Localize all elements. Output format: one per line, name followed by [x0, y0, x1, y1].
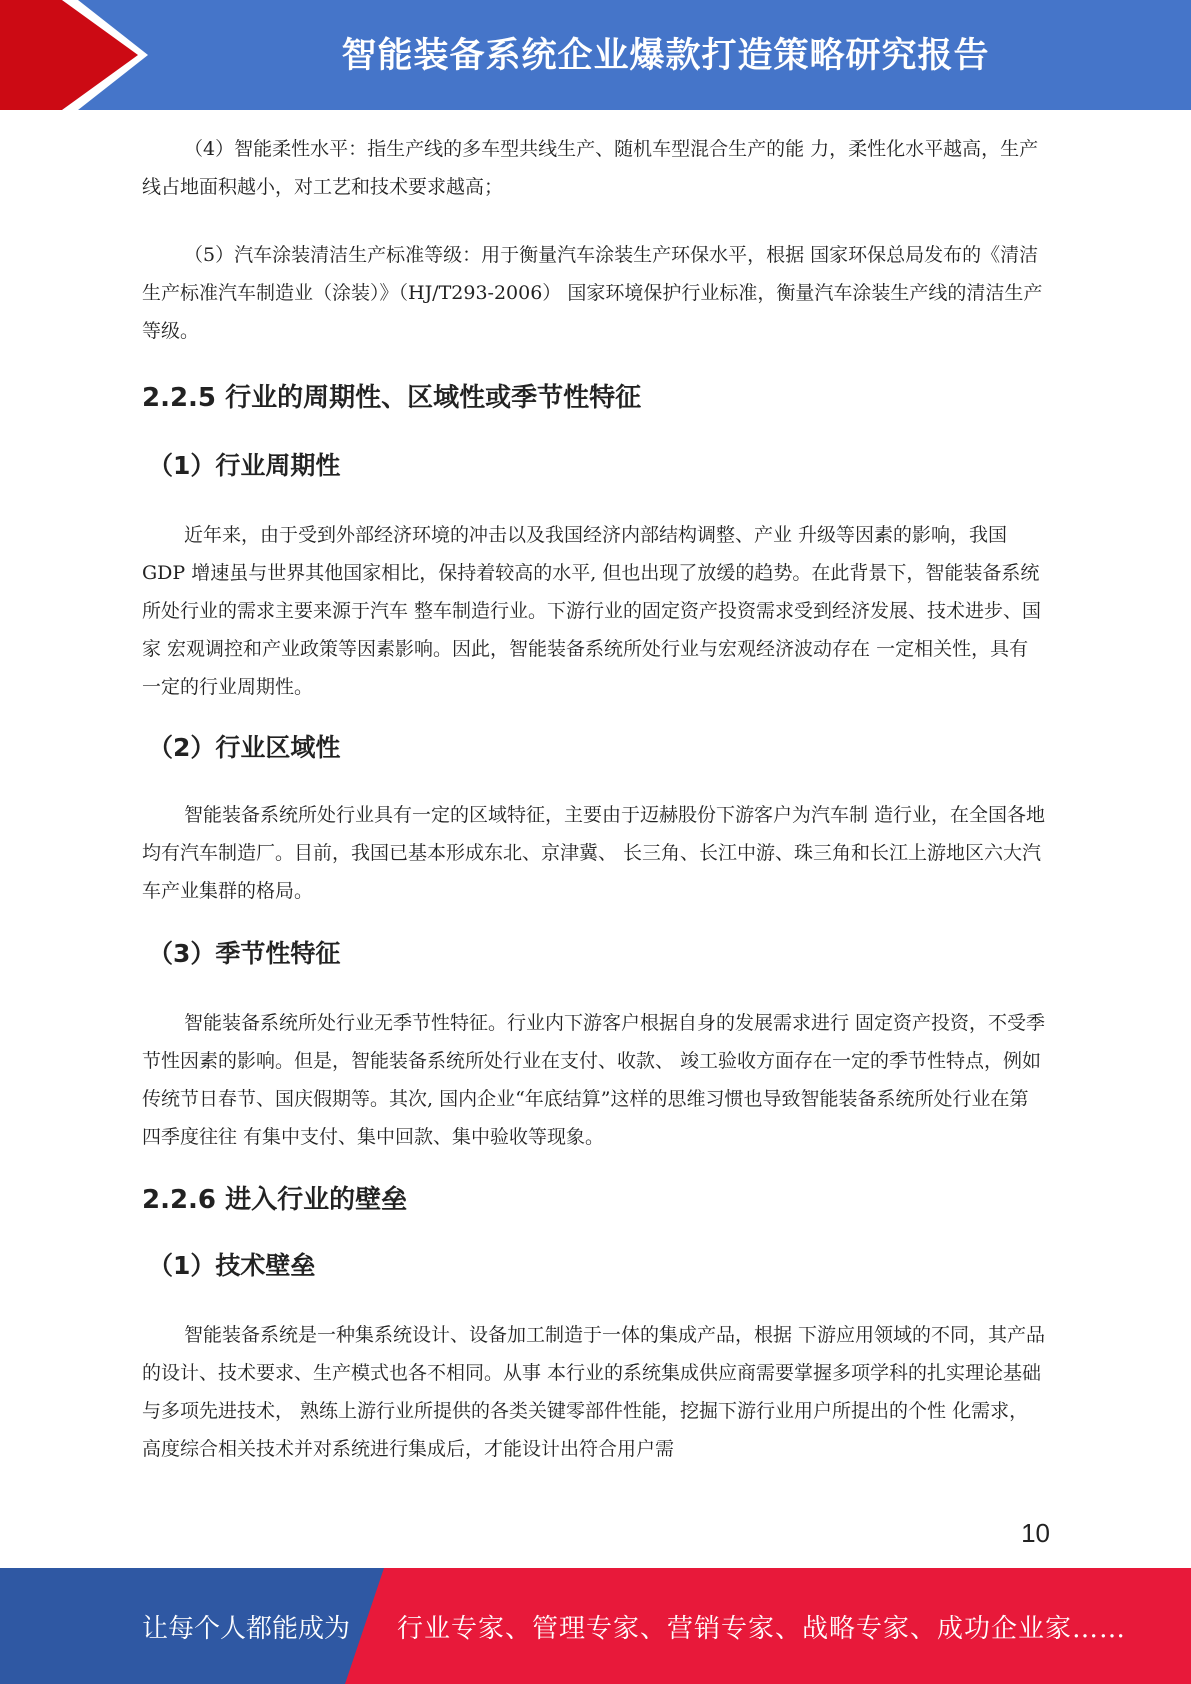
section-heading-2-2-6: 2.2.6 进入行业的壁垒 [142, 1185, 408, 1215]
document-body [142, 128, 1047, 1468]
subheading-seasonality: （3）季节性特征 [148, 939, 341, 968]
footer-slogan-right: 行业专家、管理专家、营销专家、战略专家、成功企业家…… [397, 1614, 1127, 1644]
paragraph-flexibility: （4）智能柔性水平：指生产线的多车型共线生产、随机车型混合生产的能 力，柔性化水平越高，生产线占地面积越小，对工艺和技术要求越高； [142, 138, 1039, 198]
page-header [0, 0, 1191, 110]
subheading-regionality: （2）行业区域性 [148, 733, 341, 762]
paragraph-painting-standard: （5）汽车涂装清洁生产标准等级：用于衡量汽车涂装生产环保水平，根据 国家环保总局发布的《清洁生产标准汽车制造业（涂装）》（HJ/T293-2006） 国家环境保护行业标准，衡量汽车涂装生产线的清洁生产等级。 [142, 244, 1043, 342]
page-footer [0, 1568, 1191, 1684]
subheading-cyclicality: （1）行业周期性 [148, 451, 341, 480]
subheading-technical-barrier: （1）技术壁垒 [148, 1251, 316, 1280]
paragraph-regionality: 智能装备系统所处行业具有一定的区域特征，主要由于迈赫股份下游客户为汽车制 造行业，在全国各地均有汽车制造厂。目前，我国已基本形成东北、京津冀、 长三角、长江中游、珠三角和长江上游地区六大汽车产业集群的格局。 [142, 804, 1046, 902]
paragraph-cyclicality: 近年来，由于受到外部经济环境的冲击以及我国经济内部结构调整、产业 升级等因素的影响，我国 GDP 增速虽与世界其他国家相比，保持着较高的水平, 但也出现了放缓的趋势。在此背景下，智能装备系统所处行业的需求主要来源于汽车 整车制造行业。下游行业的固定资产投资需求受到经济发展、技术进步、国家 宏观调控和产业政策等因素影响。因此，智能装备系统所处行业与宏观经济波动存在 一定相关性，具有一定的行业周期性。 [142, 524, 1042, 698]
footer-slogan-left: 让每个人都能成为 [142, 1614, 351, 1644]
report-title: 智能装备系统企业爆款打造策略研究报告 [341, 36, 990, 76]
paragraph-seasonality: 智能装备系统所处行业无季节性特征。行业内下游客户根据自身的发展需求进行 固定资产投资，不受季节性因素的影响。但是，智能装备系统所处行业在支付、收款、 竣工验收方面存在一定的季节性特点，例如传统节日春节、国庆假期等。其次, 国内企业“年底结算”这样的思维习惯也导致智能装备系统所处行业在第四季度往往 有集中支付、集中回款、集中验收等现象。 [142, 1012, 1046, 1148]
paragraph-technical-barrier: 智能装备系统是一种集系统设计、设备加工制造于一体的集成产品，根据 下游应用领域的不同，其产品的设计、技术要求、生产模式也各不相同。从事 本行业的系统集成供应商需要掌握多项学科的扎实理论基础与多项先进技术， 熟练上游行业所提供的各类关键零部件性能，挖掘下游行业用户所提出的个性 化需求，高度综合相关技术并对系统进行集成后，才能设计出符合用户需 [142, 1324, 1046, 1460]
page-number: 10 [1021, 1518, 1050, 1548]
section-heading-2-2-5: 2.2.5 行业的周期性、区域性或季节性特征 [142, 383, 642, 413]
